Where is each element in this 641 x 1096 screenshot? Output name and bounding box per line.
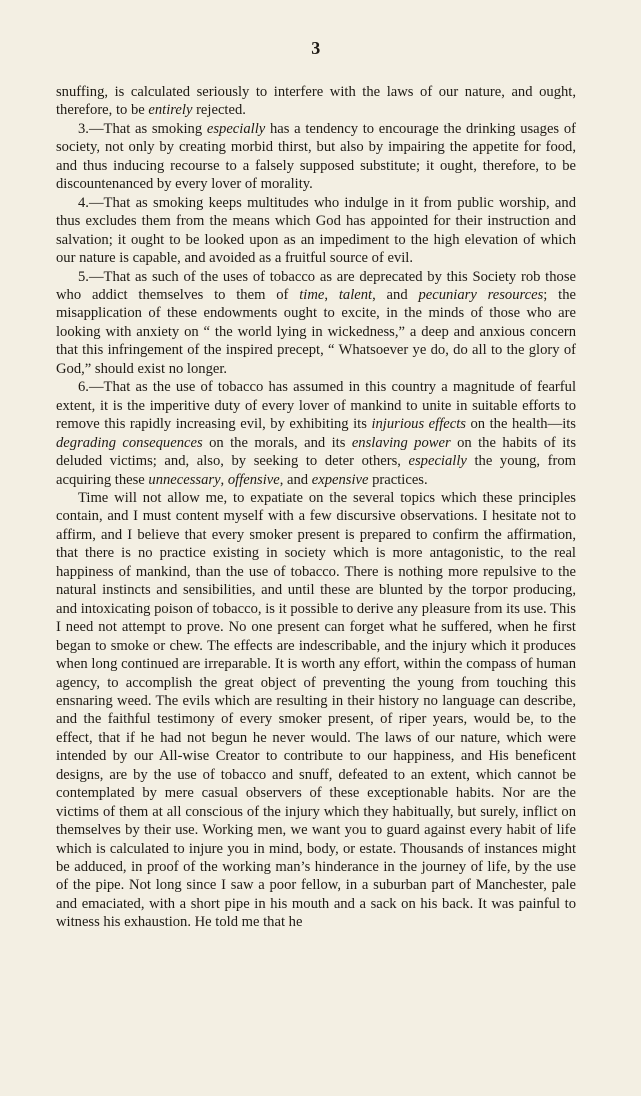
- text-run: , and: [372, 286, 419, 303]
- text-run: 4.—That as smoking keeps multitudes who indulge in it from public worship, and thus excludes them from the means which God has appointed for their instruction and salvation; it ought to be looked upon as an impediment to the high elevation of which our nature is capable, and avoided as a fruitful source of evil.: [56, 194, 576, 267]
- body-text: [56, 83, 576, 932]
- italic-text: especially: [408, 453, 467, 470]
- italic-text: time: [299, 286, 325, 303]
- italic-text: talent: [338, 286, 373, 303]
- text-run: , and: [279, 471, 312, 488]
- italic-text: especially: [206, 120, 266, 137]
- text-run: 6.—That as the use of tobacco has assumed in this country a magnitude of fearful extent, it is the imperitive duty of every lover of mankind to unite in suitable efforts to remove this rapidly increasing evil, by exhibiting its: [56, 379, 576, 433]
- text-run: on the morals, and its: [202, 434, 352, 451]
- text-run: 5.—That as such of the uses of tobacco as are deprecated by this Society rob those who addict themselves to them of: [56, 268, 576, 303]
- text-run: ,: [324, 286, 339, 303]
- paragraph-resolution-3: [56, 120, 576, 194]
- italic-text: enslaving power: [351, 434, 451, 451]
- text-run: has a tendency to encourage the drinking usages of society, not only by creating morbid thirst, but also by impairing the appetite for food, and thus inducing recourse to a falsely supposed substitute; it ought, therefore, to be discountenanced by every lover of morality.: [56, 120, 576, 193]
- text-run: on the health—its: [465, 416, 576, 433]
- paragraph-discourse: [56, 489, 576, 932]
- text-run: Time will not allow me, to expatiate on the several topics which these principles contain, and I must content myself with a few discursive observations. I hesitate not to affirm, and I believe that every smoker present is prepared to confirm the affirmation, that there is no practice existing in society which is more antagonistic, to the real happiness of mankind, than the use of tobacco. There is nothing more repulsive to the natural instincts and sensibilities, and until these are blunted by the torpor producing, and intoxicating poison of tobacco, is it possible to derive any pleasure from its use. This I need not attempt to prove. No one present can forget what he suffered, when he first began to smoke or chew. The effects are indescribable, and the injury which it produces when long continued are irreparable. It is worth any effort, within the compass of human agency, to accomplish the great object of preventing the young from touching this ensnaring weed. The evils which are resulting in their history no language can describe, and the faithful testimony of every smoker present, of riper years, would be, to the effect, that if he had not begun he never would. The laws of our nature, which were intended by our All-wise Creator to contribute to our happiness, and His beneficent designs, are by the use of tobacco and snuff, defeated to an extent, which cannot be contemplated by mere casual observers of these exceptionable habits. Nor are the victims of them at all conscious of the injury which they habitually, but surely, inflict on themselves by their use. Working men, we want you to guard against every habit of life which is calculated to injure you in mind, body, or estate. Thousands of instances might be adduced, in proof of the working man’s hinderance in the journey of life, by the use of the pipe. Not long since I saw a poor fellow, in a suburban part of Manchester, pale and emaciated, with a short pipe in his mouth and a sack on his back. It was painful to witness his exhaustion. He told me that he: [56, 489, 576, 931]
- italic-text: expensive: [311, 471, 369, 488]
- text-run: rejected.: [192, 102, 246, 119]
- paragraph-resolution-6: [56, 378, 576, 489]
- paragraph-continuation: [56, 83, 576, 120]
- text-run: snuffing, is calculated seriously to interfere with the laws of our nature, and ought, therefore, to be: [56, 84, 576, 119]
- text-run: practices.: [368, 471, 428, 488]
- text-run: ,: [220, 471, 228, 488]
- text-run: ; the misapplication of these endowments ought to excite, in the minds of those who are looking with anxiety on “ the world lying in wickedness,” a deep and anxious concern that this infringement of the inspired precept, “ Whatsoever ye do, do all to the glory of God,” should exist no longer.: [56, 286, 576, 377]
- italic-text: offensive: [227, 471, 280, 488]
- italic-text: unnecessary: [148, 471, 221, 488]
- text-run: on the habits of its deluded victims; and, also, by seeking to deter others,: [56, 434, 576, 470]
- document-page: [56, 38, 576, 932]
- paragraph-resolution-4: [56, 194, 576, 268]
- italic-text: degrading consequences: [56, 434, 203, 451]
- italic-text: pecuniary resources: [418, 286, 544, 303]
- page-number: 3: [311, 38, 321, 58]
- text-run: the young, from acquiring these: [56, 453, 577, 488]
- paragraph-resolution-5: [56, 268, 576, 379]
- italic-text: injurious effects: [371, 416, 466, 433]
- text-run: 3.—That as smoking: [78, 120, 207, 137]
- italic-text: entirely: [148, 102, 193, 119]
